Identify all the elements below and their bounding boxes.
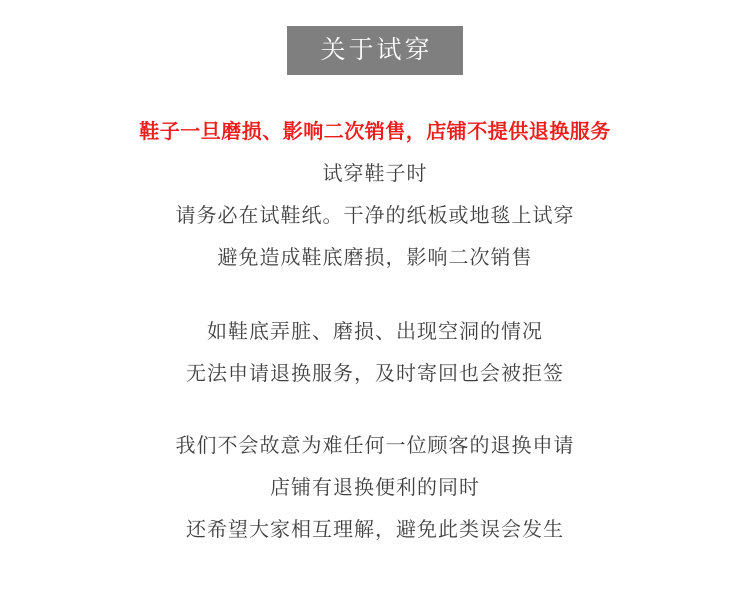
- notice-line: 我们不会故意为难任何一位顾客的退换申请: [175, 433, 575, 457]
- warning-line: 鞋子一旦磨损、影响二次销售，店铺不提供退换服务: [139, 119, 611, 143]
- notice-line: 无法申请退换服务，及时寄回也会被拒签: [186, 361, 564, 385]
- section-store-statement: [0, 435, 750, 539]
- title-banner: [0, 26, 750, 75]
- notice-line: 店铺有退换便利的同时: [270, 475, 480, 499]
- page-title: 关于试穿: [287, 26, 462, 75]
- section-damage-consequences: [0, 321, 750, 383]
- notice-line: 如鞋底弄脏、磨损、出现空洞的情况: [207, 319, 543, 343]
- notice-line: 试穿鞋子时: [322, 161, 428, 185]
- notice-line: 请务必在试鞋纸。干净的纸板或地毯上试穿: [175, 203, 575, 227]
- section-trial-rules: [0, 121, 750, 267]
- notice-line: 避免造成鞋底磨损，影响二次销售: [217, 245, 533, 269]
- notice-line: 还希望大家相互理解，避免此类误会发生: [186, 517, 564, 541]
